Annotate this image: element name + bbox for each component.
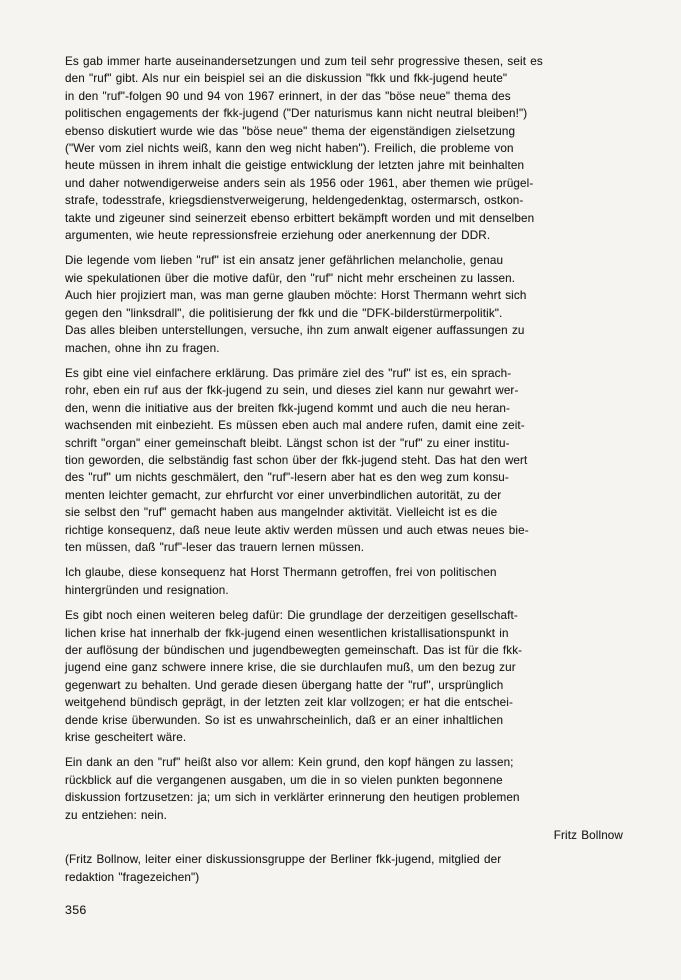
text-line: Ich glaube, diese konsequenz hat Horst Thermann getroffen, frei von politischen (65, 566, 497, 580)
paragraph (65, 754, 623, 824)
paragraph (65, 252, 623, 356)
page-number: 356 (65, 903, 87, 918)
paragraph (65, 564, 623, 599)
text-line: heute müssen in ihrem inhalt die geistige entwicklung der letzten jahre mit beinhalten (65, 159, 525, 173)
text-line: ebenso diskutiert wurde wie das "böse neue" thema der eigenständigen zielsetzung (65, 124, 516, 138)
paragraph (65, 365, 623, 556)
text-line: der auflösung der bündischen und jugendbewegten gemeinschaft. Das ist für die fkk- (65, 644, 523, 657)
text-line: ("Wer vom ziel nichts weiß, kann den weg nicht haben"). Freilich, die probleme von (65, 142, 514, 156)
text-line: wachsenden mit einbezieht. Es müssen eben auch mal andere rufen, damit eine zeit- (65, 419, 525, 433)
text-line: Die legende vom lieben "ruf" ist ein ansatz jener gefährlichen melancholie, genau (65, 254, 504, 268)
text-line: ten müssen, daß "ruf"-leser das trauern lernen müssen. (65, 540, 365, 554)
article-body (65, 53, 623, 919)
text-line: den, wenn die initiative aus der breiten fkk-jugend kommt und auch die neu heran- (65, 401, 511, 415)
text-line: (Fritz Bollnow, leiter einer diskussionsgruppe der Berliner fkk-jugend, mitglied der (65, 853, 502, 867)
text-line: redaktion "fragezeichen") (65, 870, 200, 884)
text-line: diskussion fortzusetzen: ja; um sich in verklärter erinnerung den heutigen problemen (65, 791, 520, 805)
text-line: Ein dank an den "ruf" heißt also vor allem: Kein grund, den kopf hängen zu lassen; (65, 756, 514, 770)
paragraph (65, 851, 623, 886)
text-line: Es gibt eine viel einfachere erklärung. Das primäre ziel des "ruf" ist es, ein sprach- (65, 366, 512, 380)
text-line: argumenten, wie heute repressionsfreie erziehung oder anerkennung der DDR. (65, 229, 491, 243)
paragraph (65, 53, 623, 244)
text-line: und daher notwendigerweise anders sein als 1956 oder 1961, aber themen wie prügel- (65, 176, 534, 190)
author-signature: Fritz Bollnow (553, 829, 623, 843)
text-line: machen, ohne ihn zu fragen. (65, 341, 220, 355)
article-paragraphs (65, 53, 623, 824)
text-line: tion geworden, die selbständig fast schon über der fkk-jugend steht. Das hat den wert (65, 453, 528, 467)
text-line: hintergründen und resignation. (65, 583, 229, 597)
text-line: rohr, eben ein ruf aus der fkk-jugend zu sein, und dieses ziel kann nur gewahrt wer- (65, 384, 519, 398)
text-line: weitgehend bündisch geprägt, in der letzten zeit klar vollzogen; er hat die entschei- (65, 696, 513, 710)
text-line: dende krise überwunden. So ist es unwahrscheinlich, daß er an einer inhaltlichen (65, 713, 504, 727)
text-line: wie spekulationen über die motive dafür, den "ruf" nicht mehr erscheinen zu lassen. (65, 271, 516, 285)
author-byline (65, 851, 623, 886)
text-line: lichen krise hat innerhalb der fkk-jugend einen wesentlichen kristallisationspunkt in (65, 626, 509, 640)
text-line: Auch hier projiziert man, was man gerne glauben möchte: Horst Thermann wehrt sich (65, 289, 527, 303)
text-line: richtige konsequenz, daß neue leute aktiv werden müssen und auch etwas neues bie- (65, 523, 529, 537)
text-line: in den "ruf"-folgen 90 und 94 von 1967 erinnert, in der das "böse neue" thema des (65, 89, 511, 103)
text-line: Das alles bleiben unterstellungen, versuche, ihn zum anwalt eigener auffassungen zu (65, 324, 525, 338)
text-line: des "ruf" um nichts geschmälert, den "ruf"-lesern aber hat es den weg zum konsu- (65, 471, 509, 485)
text-line: strafe, todesstrafe, kriegsdienstverweigerung, heldengedenktag, ostermarsch, ostkon- (65, 194, 524, 208)
text-line: politischen engagements der fkk-jugend ("Der naturismus kann nicht neutral bleiben!") (65, 107, 528, 121)
paragraph (65, 607, 623, 746)
text-line: krise gescheitert wäre. (65, 731, 187, 745)
text-line: rückblick auf die vergangenen ausgaben, um die in so vielen punkten begonnene (65, 773, 503, 787)
text-line: gegenwart zu behalten. Und gerade diesen übergang hatte der "ruf", ursprünglich (65, 678, 504, 692)
text-line: gegen den "linksdrall", die politisierung der fkk und die "DFK-bilderstürmerpolitik". (65, 306, 503, 320)
text-line: Es gibt noch einen weiteren beleg dafür: Die grundlage der derzeitigen gesellschaft- (65, 609, 518, 623)
text-line: sie selbst den "ruf" gemacht haben aus mangelnder aktivität. Vielleicht ist es die (65, 506, 498, 520)
text-line: den "ruf" gibt. Als nur ein beispiel sei an die diskussion "fkk und fkk-jugend heute" (65, 72, 508, 86)
text-line: schrift "organ" einer gemeinschaft bleibt. Längst schon ist der "ruf" zu einer institu- (65, 436, 510, 450)
text-line: zu entziehen: nein. (65, 808, 167, 822)
text-line: takte und zigeuner sind seinerzeit ebenso erbittert bekämpft worden und mit denselben (65, 211, 535, 225)
text-line: menten leichter gemacht, zur ehrfurcht vor einer unverbindlichen autorität, zu der (65, 488, 502, 502)
text-line: Es gab immer harte auseinandersetzungen und zum teil sehr progressive thesen, seit es (65, 55, 543, 68)
text-line: jugend eine ganz schwere innere krise, die sie durchlaufen muß, um den bezug zur (65, 661, 516, 675)
